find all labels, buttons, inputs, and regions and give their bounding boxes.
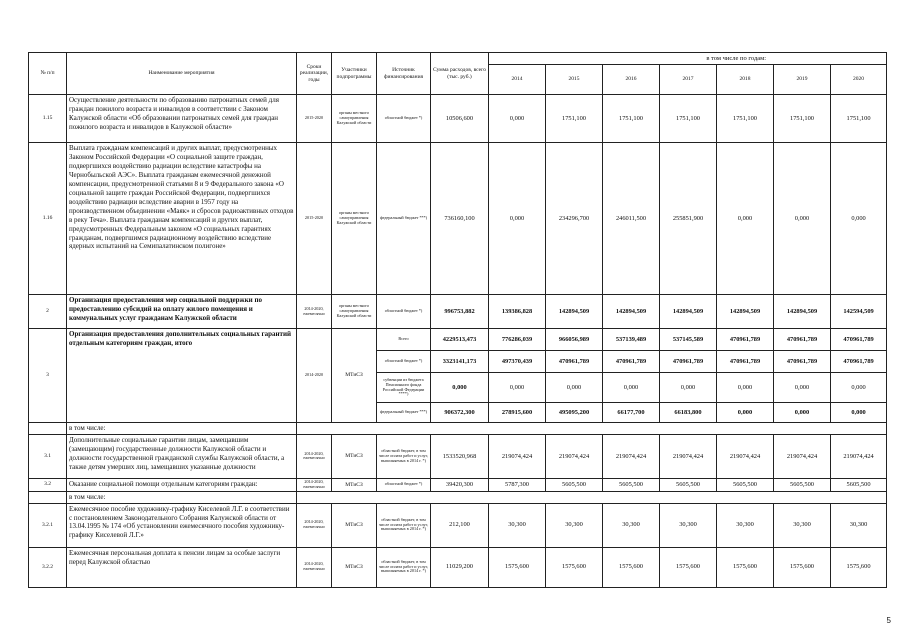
row-value: 0,000 <box>717 403 774 423</box>
header-source: Источник финансирования <box>377 53 431 95</box>
table-row <box>29 503 887 547</box>
header-num: № п/п <box>29 53 67 95</box>
row-value: 30,300 <box>546 503 603 547</box>
row-total: 3323141,173 <box>431 351 489 373</box>
header-term: Сроки реализации, годы <box>297 53 332 95</box>
header-total: Сумма расходов, всего (тыс. руб.) <box>431 53 489 95</box>
header-year: 2017 <box>660 65 717 95</box>
row-value: 142894,509 <box>546 295 603 329</box>
row-value: 139386,828 <box>489 295 546 329</box>
including-label: в том числе: <box>67 423 297 435</box>
row-total: 0,000 <box>431 373 489 403</box>
row-participants: МТиСЗ <box>332 434 377 478</box>
row-num: 2 <box>29 295 67 329</box>
table-row <box>29 547 887 587</box>
row-value: 1751,100 <box>660 95 717 143</box>
row-total: 1533520,968 <box>431 434 489 478</box>
row-total: 736160,100 <box>431 143 489 295</box>
row-value: 1575,600 <box>546 547 603 587</box>
row-participants: органы местного самоуправления Калужской области <box>332 295 377 329</box>
header-year: 2014 <box>489 65 546 95</box>
row-value: 0,000 <box>489 95 546 143</box>
header-name: Наименование мероприятия <box>67 53 297 95</box>
page-number: 5 <box>886 616 891 625</box>
row-source: областной бюджет, в том числе оплата работ и услуг, выполняемых в 2014 г. *) <box>377 547 431 587</box>
row-name: Оказание социальной помощи отдельным категориям граждан: <box>67 478 297 491</box>
row-value: 537139,489 <box>603 329 660 351</box>
row-term: 2014-2020 <box>297 329 332 423</box>
row-name: Дополнительные социальные гарантии лицам, замещавшим (замещающим) государственные должности Калужской области и должности государственной гражданской службы Калужской области, а также детям умерших лиц, замещавших указанные должности <box>67 434 297 478</box>
row-value: 219074,424 <box>774 434 831 478</box>
row-value: 470961,789 <box>603 351 660 373</box>
row-value: 66183,800 <box>660 403 717 423</box>
table-row <box>29 434 887 478</box>
row-term: 2014-2020, ежемесячно <box>297 503 332 547</box>
row-total: 10506,600 <box>431 95 489 143</box>
row-value: 0,000 <box>831 373 887 403</box>
row-value: 0,000 <box>660 373 717 403</box>
row-value: 0,000 <box>831 403 887 423</box>
row-value: 1751,100 <box>546 95 603 143</box>
row-total: 4229513,473 <box>431 329 489 351</box>
row-source: Всего <box>377 329 431 351</box>
row-value: 278915,600 <box>489 403 546 423</box>
header-by-years: в том числе по годам: <box>489 53 887 65</box>
row-source: федеральный бюджет ***) <box>377 143 431 295</box>
row-value: 1575,600 <box>831 547 887 587</box>
row-term: 2015-2020 <box>297 143 332 295</box>
row-value: 470961,789 <box>831 351 887 373</box>
row-source: областной бюджет *) <box>377 95 431 143</box>
row-value: 1751,100 <box>774 95 831 143</box>
row-value: 5605,500 <box>774 478 831 491</box>
row-value: 30,300 <box>660 503 717 547</box>
row-participants: органы местного самоуправления Калужской области <box>332 143 377 295</box>
row-value: 142894,509 <box>603 295 660 329</box>
row-total: 906372,300 <box>431 403 489 423</box>
row-name: Организация предоставления дополнительных социальных гарантий отдельным категориям граждан, итого <box>67 329 297 423</box>
row-value: 0,000 <box>489 373 546 403</box>
row-value: 470961,789 <box>660 351 717 373</box>
row-value: 0,000 <box>774 143 831 295</box>
row-value: 0,000 <box>831 143 887 295</box>
row-value: 1751,100 <box>831 95 887 143</box>
including-label: в том числе: <box>67 491 297 503</box>
row-value: 497370,439 <box>489 351 546 373</box>
program-table-page <box>28 52 886 588</box>
row-name: Осуществление деятельности по образованию патронатных семей для граждан пожилого возраста и инвалидов в соответствии с Законом Калужской области «Об образовании патронатных семей для граждан пожилого возраста и инвалидов в Калужской области» <box>67 95 297 143</box>
row-value: 219074,424 <box>603 434 660 478</box>
row-value: 142894,509 <box>717 295 774 329</box>
table-row <box>29 95 887 143</box>
row-value: 142894,509 <box>774 295 831 329</box>
header-year: 2016 <box>603 65 660 95</box>
row-value: 1575,600 <box>603 547 660 587</box>
row-value: 1575,600 <box>717 547 774 587</box>
header-year: 2015 <box>546 65 603 95</box>
row-total: 39420,300 <box>431 478 489 491</box>
row-source: областной бюджет *) <box>377 351 431 373</box>
row-value: 470961,789 <box>774 329 831 351</box>
row-participants: органы местного самоуправления Калужской области <box>332 95 377 143</box>
table-row <box>29 143 887 295</box>
row-num <box>29 491 67 503</box>
row-participants: МТиСЗ <box>332 329 377 423</box>
row-value: 219074,424 <box>717 434 774 478</box>
row-value: 1751,100 <box>717 95 774 143</box>
row-filler <box>297 491 887 503</box>
row-value: 30,300 <box>774 503 831 547</box>
row-value: 470961,789 <box>546 351 603 373</box>
row-value: 5787,300 <box>489 478 546 491</box>
row-value: 5605,500 <box>546 478 603 491</box>
row-source: субвенции из бюджета Пенсионного фонда Российской Федерации ****) <box>377 373 431 403</box>
row-num: 3.2.1 <box>29 503 67 547</box>
row-source: областной бюджет, в том числе оплата работ и услуг, выполняемых в 2014 г. *) <box>377 503 431 547</box>
row-term: 2014-2020, ежемесячно <box>297 434 332 478</box>
row-total: 996753,882 <box>431 295 489 329</box>
row-value: 219074,424 <box>660 434 717 478</box>
row-name: Ежемесячная персональная доплата к пенсии лицам за особые заслуги перед Калужской областью <box>67 547 297 587</box>
row-value: 219074,424 <box>831 434 887 478</box>
row-name: Выплата гражданам компенсаций и других выплат, предусмотренных Законом Российской Федерации «О социальной защите граждан, подвергшихся воздействию радиации вследствие катастрофы на Чернобыльской АЭС». Выплата гражданам ежемесячной денежной компенсации, предусмотренной статьями 8 и 9 Федерального закона «О социальной защите граждан Российской Федерации, подвергшихся воздействию радиации вследствие аварии в 1957 году на производственном объединении «Маяк» и сбросов радиоактивных отходов в реку Теча». Выплата гражданам компенсаций и других выплат, предусмотренных Федеральным законом «О социальных гарантиях гражданам, подвергшимся радиационному воздействию вследствие ядерных испытаний на Семипалатинском полигоне» <box>67 143 297 295</box>
row-source: областной бюджет *) <box>377 295 431 329</box>
row-value: 219074,424 <box>546 434 603 478</box>
row-value: 0,000 <box>717 143 774 295</box>
row-value: 5605,500 <box>660 478 717 491</box>
row-term: 2014-2020, ежемесячно <box>297 295 332 329</box>
row-value: 219074,424 <box>489 434 546 478</box>
row-value: 66177,700 <box>603 403 660 423</box>
row-name: Ежемесячное пособие художнику-графику Киселевой Л.Г. в соответствии с постановлением Законодательного Собрания Калужской области от 13.04.1995 № 174 «Об установлении ежемесячного пособия художнику-графику Киселевой Л.Г.» <box>67 503 297 547</box>
row-value: 5605,500 <box>717 478 774 491</box>
row-participants: МТиСЗ <box>332 503 377 547</box>
row-value: 0,000 <box>489 143 546 295</box>
row-participants: МТиСЗ <box>332 547 377 587</box>
row-source: областной бюджет *) <box>377 478 431 491</box>
row-value: 495095,200 <box>546 403 603 423</box>
row-value: 5605,500 <box>603 478 660 491</box>
row-value: 0,000 <box>603 373 660 403</box>
row-value: 1751,100 <box>603 95 660 143</box>
row-value: 1575,600 <box>660 547 717 587</box>
row-num: 3.1 <box>29 434 67 478</box>
row-term: 2014-2020, ежемесячно <box>297 478 332 491</box>
table-row <box>29 491 887 503</box>
row-value: 30,300 <box>603 503 660 547</box>
row-value: 470961,789 <box>831 329 887 351</box>
row-value: 234296,700 <box>546 143 603 295</box>
header-year: 2018 <box>717 65 774 95</box>
table-row <box>29 478 887 491</box>
table-header <box>29 53 887 95</box>
row-value: 30,300 <box>831 503 887 547</box>
row-value: 966056,989 <box>546 329 603 351</box>
row-value: 255851,900 <box>660 143 717 295</box>
row-term: 2014-2020, ежемесячно <box>297 547 332 587</box>
row-value: 470961,789 <box>774 351 831 373</box>
row-total: 212,100 <box>431 503 489 547</box>
header-year: 2019 <box>774 65 831 95</box>
row-num: 3.2.2 <box>29 547 67 587</box>
row-value: 30,300 <box>489 503 546 547</box>
row-value: 0,000 <box>546 373 603 403</box>
row-value: 537145,589 <box>660 329 717 351</box>
row-filler <box>297 423 887 435</box>
header-year: 2020 <box>831 65 887 95</box>
row-num <box>29 423 67 435</box>
row-value: 0,000 <box>774 403 831 423</box>
row-num: 1.15 <box>29 95 67 143</box>
row-value: 1575,600 <box>774 547 831 587</box>
row-term: 2015-2020 <box>297 95 332 143</box>
row-num: 3.2 <box>29 478 67 491</box>
row-value: 142594,509 <box>831 295 887 329</box>
row-num: 1.16 <box>29 143 67 295</box>
row-value: 0,000 <box>774 373 831 403</box>
row-value: 246011,500 <box>603 143 660 295</box>
row-value: 470961,789 <box>717 351 774 373</box>
table-row <box>29 423 887 435</box>
row-source: федеральный бюджет ***) <box>377 403 431 423</box>
row-source: областной бюджет, в том числе оплата работ и услуг, выполняемых в 2014 г. *) <box>377 434 431 478</box>
row-value: 776286,039 <box>489 329 546 351</box>
row-participants: МТиСЗ <box>332 478 377 491</box>
row-name: Организация предоставления мер социальной поддержки по предоставлению субсидий на оплату жилого помещения и коммунальных услуг гражданам Калужской области <box>67 295 297 329</box>
row-num: 3 <box>29 329 67 423</box>
row-value: 142894,509 <box>660 295 717 329</box>
row-value: 30,300 <box>717 503 774 547</box>
table-row <box>29 329 887 351</box>
row-total: 11029,200 <box>431 547 489 587</box>
program-activities-table <box>28 52 887 588</box>
row-value: 1575,600 <box>489 547 546 587</box>
table-row <box>29 295 887 329</box>
header-participants: Участники подпрограммы <box>332 53 377 95</box>
row-value: 5605,500 <box>831 478 887 491</box>
row-value: 470961,789 <box>717 329 774 351</box>
row-value: 0,000 <box>717 373 774 403</box>
